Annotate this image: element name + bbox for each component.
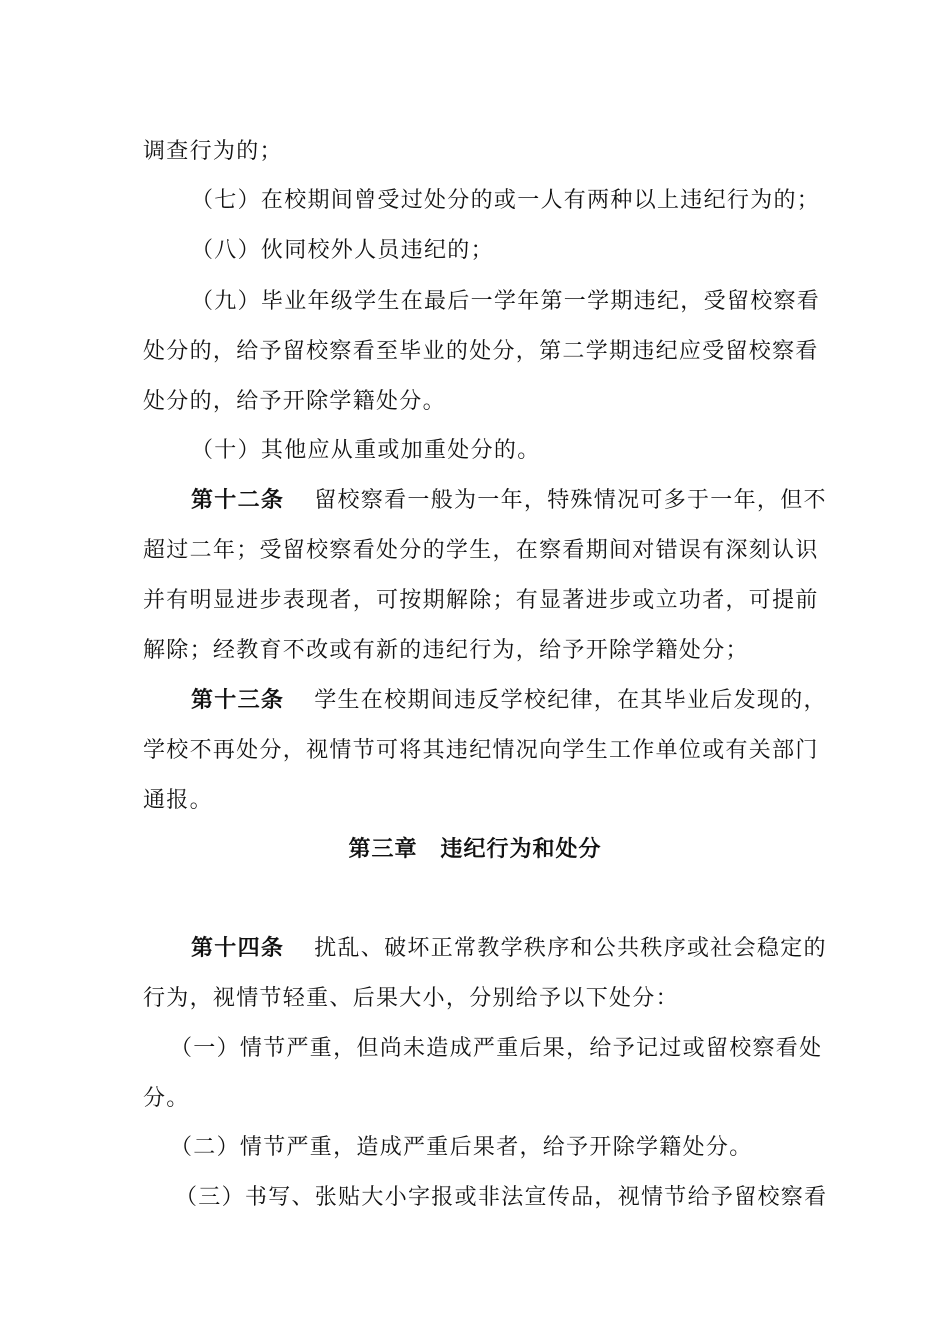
- article-12-line: [191, 486, 827, 516]
- text-line: （七）在校期间曾受过处分的或一人有两种以上违纪行为的；: [191, 188, 821, 213]
- text-line: 并有明显进步表现者，可按期解除；有显著进步或立功者，可提前: [143, 588, 819, 613]
- text-line: 学校不再处分，视情节可将其违纪情况向学生工作单位或有关部门: [143, 738, 819, 763]
- text-line: （一）情节严重，但尚未造成严重后果，给予记过或留校察看处: [170, 1036, 823, 1061]
- article-13-line: [191, 686, 827, 716]
- chapter-heading: 第三章 违纪行为和处分: [348, 837, 602, 862]
- text-line: 处分的，给予开除学籍处分。: [143, 389, 446, 414]
- text-line: （十）其他应从重或加重处分的。: [191, 438, 541, 463]
- article-12-label: 第十二条: [191, 488, 285, 513]
- text-line: 分。: [143, 1086, 190, 1111]
- article-14-label: 第十四条: [191, 936, 285, 961]
- article-14-line: [191, 934, 827, 964]
- text-line: 解除；经教育不改或有新的违纪行为，给予开除学籍处分；: [143, 638, 749, 663]
- text-line: （二）情节严重，造成严重后果者，给予开除学籍处分。: [170, 1135, 753, 1160]
- text-line: 处分的，给予留校察看至毕业的处分，第二学期违纪应受留校察看: [143, 339, 819, 364]
- text-line: 通报。: [143, 788, 213, 813]
- text-line: （八）伙同校外人员违纪的；: [191, 238, 494, 263]
- text-line: （三）书写、张贴大小字报或非法宣传品，视情节给予留校察看: [175, 1185, 828, 1210]
- text-line: 调查行为的；: [143, 139, 283, 164]
- text-line: （九）毕业年级学生在最后一学年第一学期违纪，受留校察看: [191, 289, 821, 314]
- text-span: 留校察看一般为一年，特殊情况可多于一年，但不: [314, 488, 827, 513]
- article-13-label: 第十三条: [191, 688, 285, 713]
- text-line: 超过二年；受留校察看处分的学生，在察看期间对错误有深刻认识: [143, 538, 819, 563]
- text-span: 扰乱、破坏正常教学秩序和公共秩序或社会稳定的: [314, 936, 827, 961]
- text-line: 行为，视情节轻重、后果大小，分别给予以下处分：: [143, 986, 679, 1011]
- text-span: 学生在校期间违反学校纪律，在其毕业后发现的，: [314, 688, 827, 713]
